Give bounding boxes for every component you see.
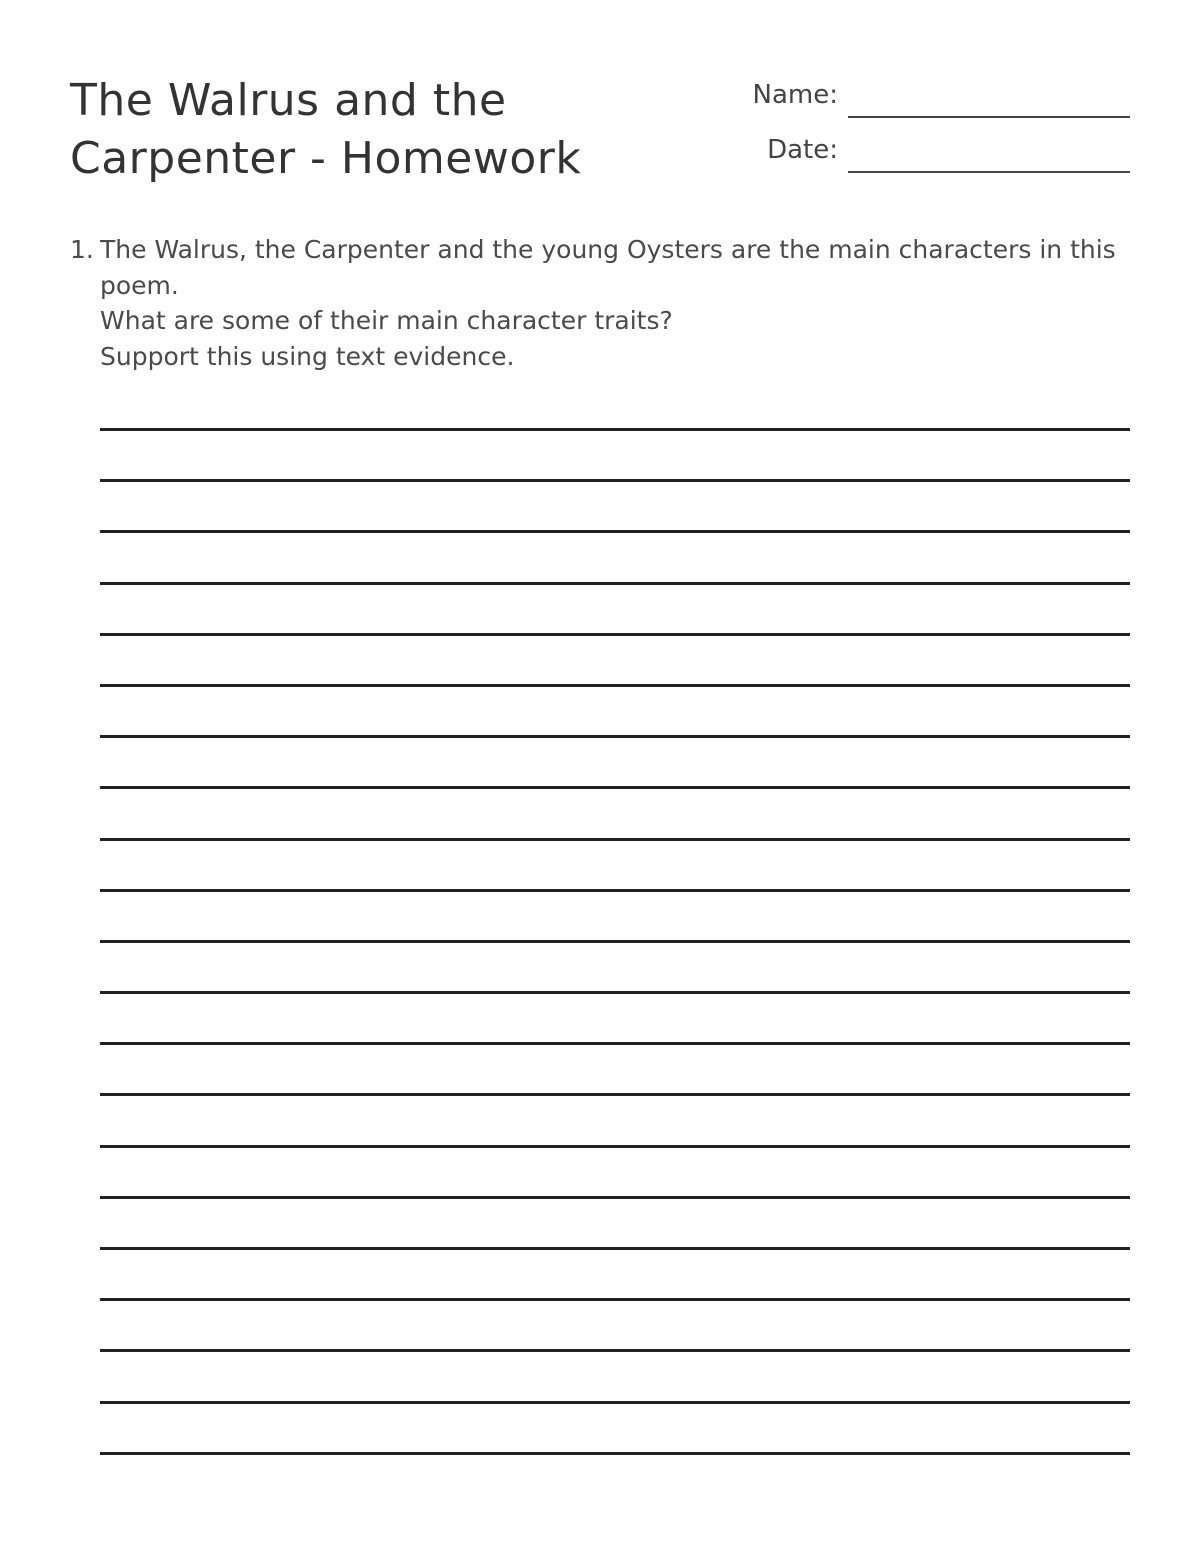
name-label: Name: bbox=[752, 80, 838, 110]
answer-line[interactable] bbox=[100, 838, 1130, 841]
title-line-2: Carpenter - Homework bbox=[70, 133, 582, 184]
answer-line[interactable] bbox=[100, 530, 1130, 533]
answer-line[interactable] bbox=[100, 1401, 1130, 1404]
question-text bbox=[100, 232, 1140, 374]
question-line: What are some of their main character traits? bbox=[100, 306, 673, 335]
question-number: 1. bbox=[70, 235, 94, 264]
question-1 bbox=[70, 232, 1140, 374]
worksheet-title bbox=[70, 72, 690, 188]
answer-line[interactable] bbox=[100, 582, 1130, 585]
answer-area[interactable] bbox=[100, 428, 1130, 1503]
name-field bbox=[700, 78, 1130, 118]
answer-line[interactable] bbox=[100, 684, 1130, 687]
answer-line[interactable] bbox=[100, 428, 1130, 431]
answer-line[interactable] bbox=[100, 1298, 1130, 1301]
date-field bbox=[700, 133, 1130, 173]
answer-line[interactable] bbox=[100, 940, 1130, 943]
question-line: Support this using text evidence. bbox=[100, 341, 515, 371]
answer-line[interactable] bbox=[100, 1349, 1130, 1352]
answer-line[interactable] bbox=[100, 991, 1130, 994]
answer-line[interactable] bbox=[100, 1093, 1130, 1096]
answer-line[interactable] bbox=[100, 479, 1130, 482]
answer-line[interactable] bbox=[100, 889, 1130, 892]
answer-line[interactable] bbox=[100, 1196, 1130, 1199]
answer-line[interactable] bbox=[100, 1452, 1130, 1455]
answer-line[interactable] bbox=[100, 1042, 1130, 1045]
answer-line[interactable] bbox=[100, 735, 1130, 738]
answer-line[interactable] bbox=[100, 633, 1130, 636]
date-write-line[interactable] bbox=[848, 171, 1130, 173]
answer-line[interactable] bbox=[100, 1145, 1130, 1148]
date-label: Date: bbox=[767, 135, 838, 165]
answer-line[interactable] bbox=[100, 1247, 1130, 1250]
answer-line[interactable] bbox=[100, 786, 1130, 789]
title-line-1: The Walrus and the bbox=[70, 75, 507, 126]
question-line: The Walrus, the Carpenter and the young Oysters are the main characters in this poem. bbox=[100, 235, 1116, 300]
name-write-line[interactable] bbox=[848, 116, 1130, 118]
